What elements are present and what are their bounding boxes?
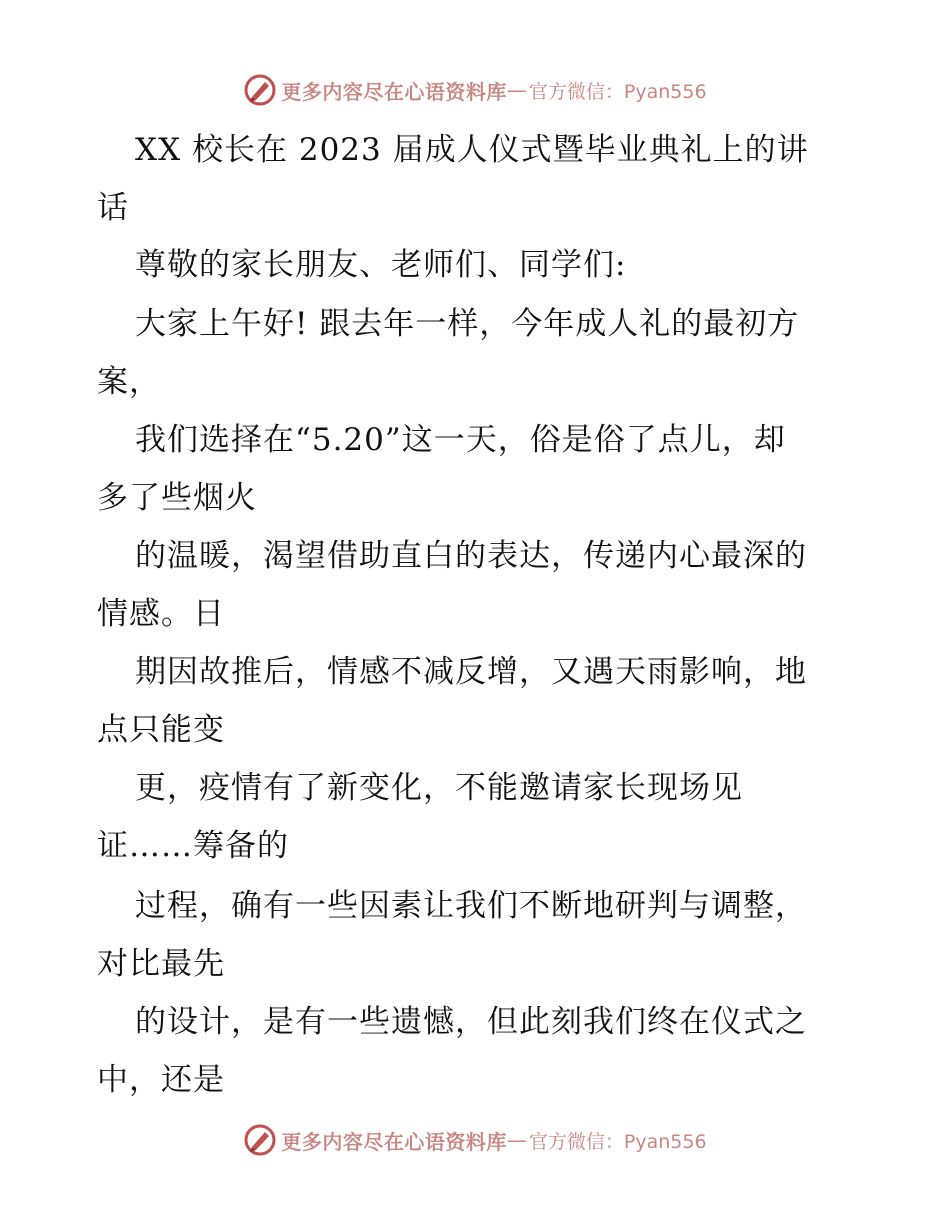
- document-title-continued: 话: [97, 190, 129, 226]
- pen-logo-icon: [243, 73, 277, 107]
- paragraph-line: 多了些烟火: [97, 480, 257, 516]
- pen-logo-icon: [243, 1123, 277, 1157]
- paragraph-line: 更，疫情有了新变化，不能邀请家长现场见: [135, 770, 743, 806]
- banner-text: 更多内容尽在心语资料库: [281, 1129, 507, 1154]
- paragraph-line: 点只能变: [97, 712, 225, 748]
- paragraph-line: 中，还是: [97, 1062, 225, 1098]
- banner-text: 更多内容尽在心语资料库: [281, 79, 507, 104]
- paragraph-line: 期因故推后，情感不减反增，又遇天雨影响，地: [135, 654, 807, 690]
- paragraph-line: 大家上午好! 跟去年一样，今年成人礼的最初方: [135, 306, 800, 342]
- salutation: 尊敬的家长朋友、老师们、同学们:: [135, 247, 627, 283]
- paragraph-line: 的温暖，渴望借助直白的表达，传递内心最深的: [135, 538, 807, 574]
- paragraph-line: 的设计，是有一些遗憾，但此刻我们终在仪式之: [135, 1004, 807, 1040]
- header-banner: [0, 70, 950, 110]
- document-title: XX 校长在 2023 届成人仪式暨毕业典礼上的讲: [135, 132, 809, 168]
- paragraph-line: 过程，确有一些因素让我们不断地研判与调整，: [135, 888, 807, 924]
- banner-dash: —: [506, 78, 527, 102]
- paragraph-line: 情感。日: [97, 596, 225, 632]
- banner-wechat: 官方微信：Pyan556: [528, 1130, 707, 1153]
- paragraph-line: 证……筹备的: [97, 828, 289, 864]
- banner-wechat: 官方微信：Pyan556: [528, 80, 707, 103]
- paragraph-line: 对比最先: [97, 946, 225, 982]
- paragraph-line: 我们选择在“5.20”这一天，俗是俗了点儿，却: [135, 422, 786, 458]
- paragraph-line: 案，: [97, 364, 161, 400]
- banner-dash: —: [506, 1128, 527, 1152]
- footer-banner: [0, 1120, 950, 1160]
